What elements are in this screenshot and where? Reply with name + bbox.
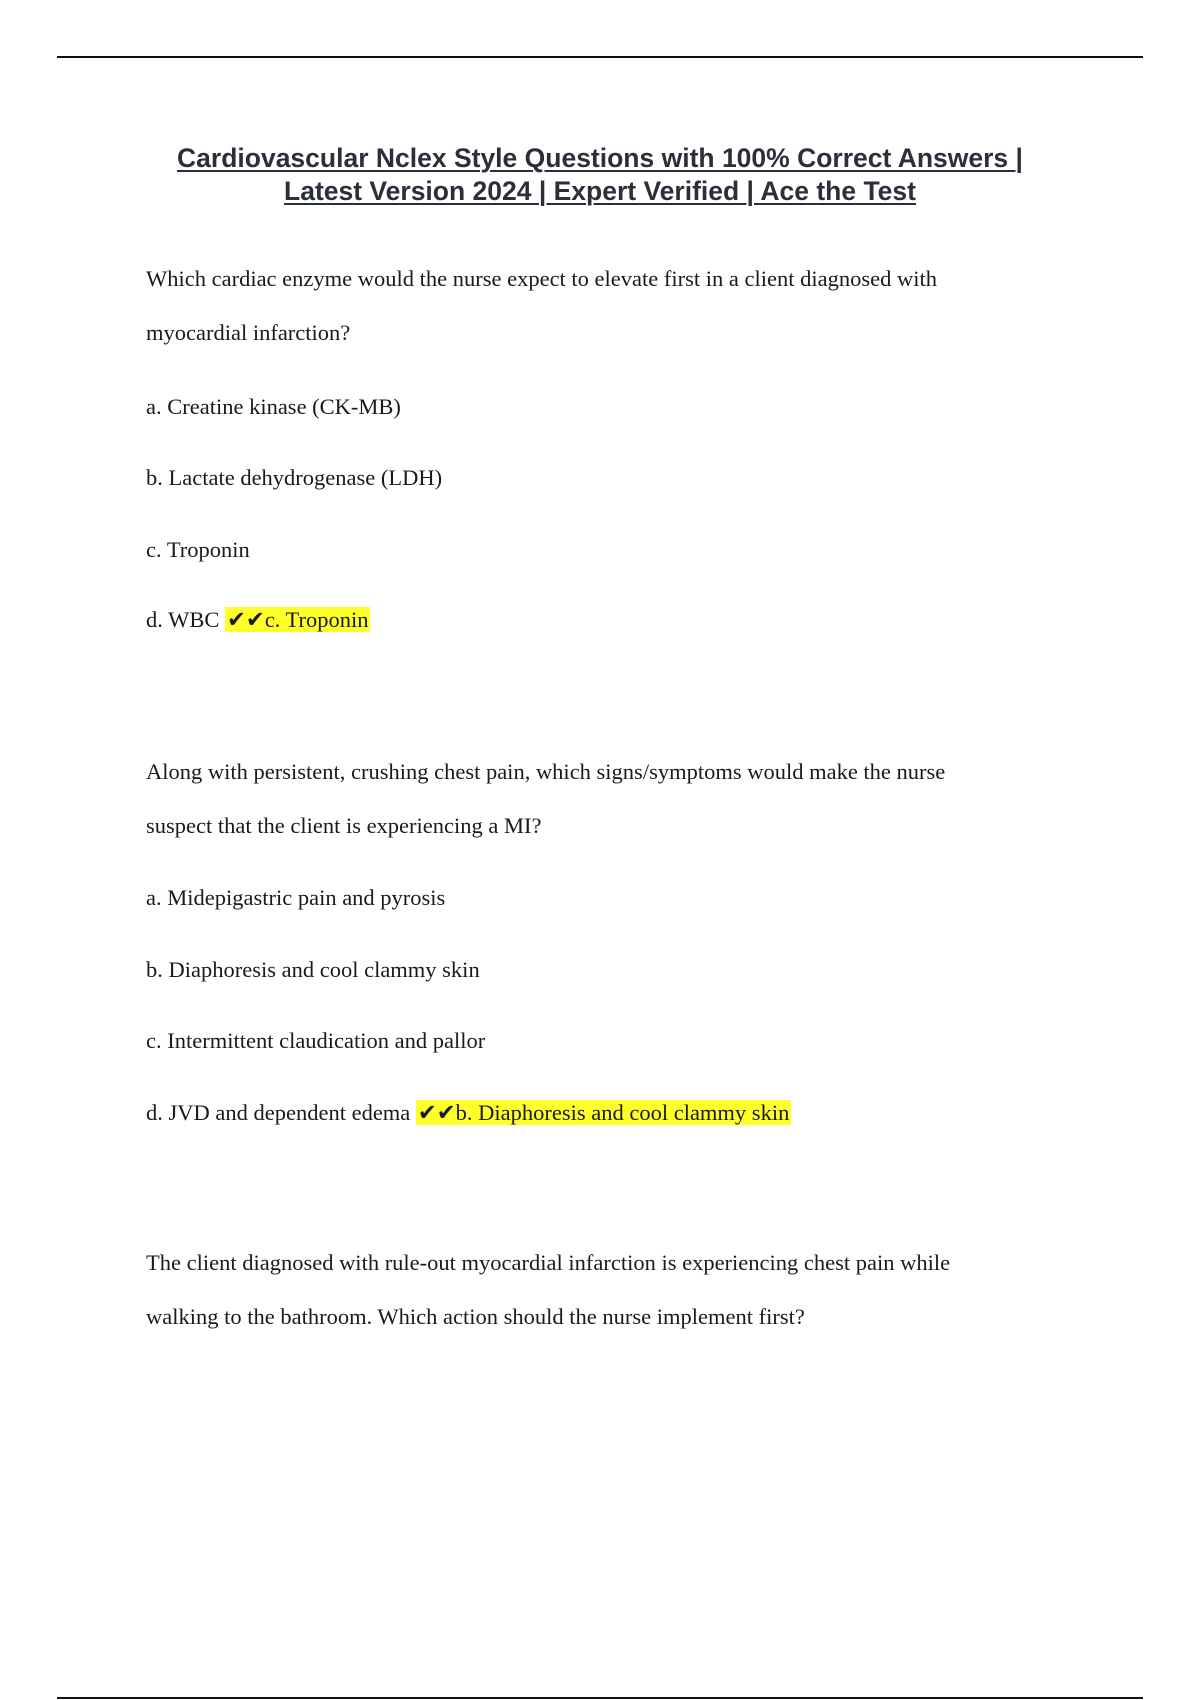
question-2-answer: ✔✔b. Diaphoresis and cool clammy skin [417, 1100, 790, 1125]
question-1-option-d-row [146, 605, 370, 635]
header-rule [57, 56, 1143, 58]
question-2-line-1: Along with persistent, crushing chest pain, which signs/symptoms would make the nurse [146, 759, 946, 784]
question-2-option-d-row [146, 1098, 791, 1128]
question-1-option-b: b. Lactate dehydrogenase (LDH) [146, 465, 443, 490]
question-2-stem [146, 745, 1046, 853]
question-3-stem [146, 1236, 1046, 1344]
question-1-stem [146, 252, 1046, 360]
title-line-1: Cardiovascular Nclex Style Questions with 100% Correct Answers | [177, 143, 1023, 173]
question-1-option-c: c. Troponin [146, 537, 250, 562]
question-2-option-b: b. Diaphoresis and cool clammy skin [146, 957, 480, 982]
document-title [100, 142, 1100, 208]
question-1-option-a: a. Creatine kinase (CK-MB) [146, 394, 401, 419]
question-2-option-c: c. Intermittent claudication and pallor [146, 1028, 486, 1053]
question-1-line-2: myocardial infarction? [146, 320, 351, 345]
question-2-line-2: suspect that the client is experiencing a MI? [146, 813, 542, 838]
question-1-answer: ✔✔c. Troponin [226, 607, 369, 632]
question-2-option-d: d. JVD and dependent edema [146, 1100, 411, 1125]
question-1-option-d: d. WBC [146, 607, 220, 632]
question-2-option-a: a. Midepigastric pain and pyrosis [146, 885, 446, 910]
footer-rule [57, 1697, 1143, 1699]
question-1-line-1: Which cardiac enzyme would the nurse expect to elevate first in a client diagnosed with [146, 266, 937, 291]
title-line-2: Latest Version 2024 | Expert Verified | Ace the Test [284, 176, 916, 206]
question-3-line-2: walking to the bathroom. Which action should the nurse implement first? [146, 1304, 805, 1329]
question-3-line-1: The client diagnosed with rule-out myocardial infarction is experiencing chest pain while [146, 1250, 951, 1275]
